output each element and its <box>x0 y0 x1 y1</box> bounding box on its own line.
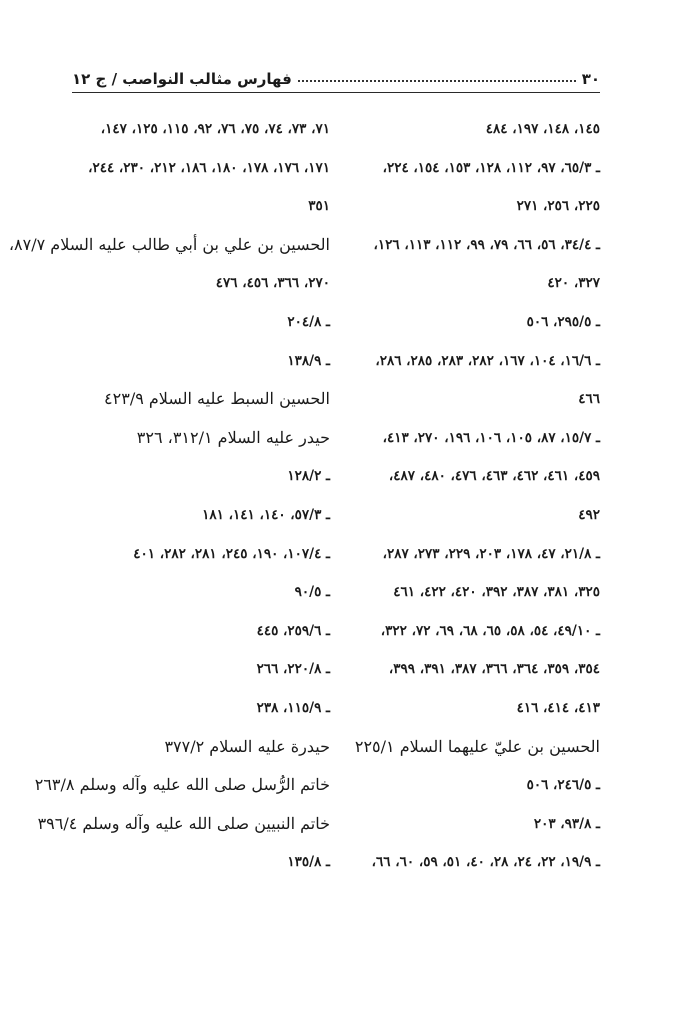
index-line: ـ ٦٥/٣، ٩٧، ١١٢، ١٢٨، ١٥٣، ١٥٤، ٢٢٤، <box>382 159 600 176</box>
index-line: ٢٧٠، ٣٦٦، ٤٥٦، ٤٧٦ <box>215 275 330 292</box>
index-line: ٢٢٥، ٢٥٦، ٢٧١ <box>516 198 600 215</box>
index-line: ـ ٢٥٩/٦، ٤٤٥ <box>256 622 330 639</box>
index-line: ٤٦٦ <box>578 391 600 408</box>
index-line: ٤٩٢ <box>578 506 600 523</box>
index-line: ـ ١٥/٧، ٨٧، ١٠٥، ١٠٦، ١٩٦، ٢٧٠، ٤١٣، <box>382 429 600 446</box>
index-line: ١٧١، ١٧٦، ١٧٨، ١٨٠، ١٨٦، ٢١٢، ٢٣٠، ٢٤٤، <box>88 159 330 176</box>
index-line: ـ ٢٤٦/٥، ٥٠٦ <box>526 777 600 794</box>
index-line: ـ ١٢٨/٢ <box>287 468 330 485</box>
index-entry-heading: حيدر عليه السلام ٣١٢/١، ٣٢٦ <box>136 427 330 447</box>
index-column-left <box>8 110 330 882</box>
page-header <box>72 62 600 88</box>
index-line: ـ ١٣٥/٨ <box>287 854 330 871</box>
index-line: ٣٢٧، ٤٢٠ <box>547 275 600 292</box>
index-line: ـ ١٩/٩، ٢٢، ٢٤، ٢٨، ٤٠، ٥١، ٥٩، ٦٠، ٦٦، <box>371 854 600 871</box>
index-line: ـ ١٠٧/٤، ١٩٠، ٢٤٥، ٢٨١، ٢٨٢، ٤٠١ <box>133 545 330 562</box>
index-line: ـ ٢٢٠/٨، ٢٦٦ <box>256 661 330 678</box>
index-line: ٣٥١ <box>308 198 330 215</box>
index-line: ٤٥٩، ٤٦١، ٤٦٢، ٤٦٣، ٤٧٦، ٤٨٠، ٤٨٧، <box>388 468 600 485</box>
index-line: ٣٥٤، ٣٥٩، ٣٦٤، ٣٦٦، ٣٨٧، ٣٩١، ٣٩٩، <box>388 661 600 678</box>
index-entry-heading: حيدرة عليه السلام ٣٧٧/٢ <box>164 736 330 756</box>
index-entry-heading: الحسين السبط عليه السلام ٤٢٣/٩ <box>104 389 330 409</box>
index-line: ـ ١٦/٦، ١٠٤، ١٦٧، ٢٨٢، ٢٨٣، ٢٨٥، ٢٨٦، <box>375 352 600 369</box>
index-line: ـ ٣٤/٤، ٥٦، ٦٦، ٧٩، ٩٩، ١١٢، ١١٣، ١٢٦، <box>373 236 600 253</box>
index-entry-heading: الحسين بن علي بن أبي طالب عليه السلام ٨٧/٧، <box>8 234 330 254</box>
index-line: ٤١٣، ٤١٤، ٤١٦ <box>516 699 600 716</box>
index-line: ـ ١٣٨/٩ <box>287 352 330 369</box>
index-line: ـ ٩٠/٥ <box>294 584 330 601</box>
index-line: ٧١، ٧٣، ٧٤، ٧٥، ٧٦، ٩٢، ١١٥، ١٢٥، ١٤٧، <box>100 121 330 137</box>
index-entry-heading: الحسين بن عليّ عليهما السلام ٢٢٥/١ <box>354 736 600 756</box>
index-line: ـ ١١٥/٩، ٢٣٨ <box>256 699 330 716</box>
index-column-right <box>342 110 600 882</box>
page-number: ٣٠ <box>581 70 600 88</box>
index-line: ـ ٢١/٨، ٤٧، ١٧٨، ٢٠٣، ٢٢٩، ٢٧٣، ٢٨٧، <box>382 545 600 562</box>
running-title: فهارس مثالب النواصب / ج ١٢ <box>72 70 292 88</box>
index-line: ـ ٤٩/١٠، ٥٤، ٥٨، ٦٥، ٦٨، ٦٩، ٧٢، ٣٢٢، <box>380 622 600 639</box>
header-rule <box>72 92 600 93</box>
dot-leader <box>298 79 576 82</box>
index-line: ـ ٢٠٤/٨ <box>287 313 330 330</box>
index-line: ـ ٩٣/٨، ٢٠٣ <box>533 815 600 832</box>
index-entry-heading: خاتم النبيين صلى الله عليه وآله وسلم ٣٩٦/٤ <box>37 813 330 833</box>
index-line: ٣٢٥، ٣٨١، ٣٨٧، ٣٩٢، ٤٢٠، ٤٢٢، ٤٦١ <box>393 584 600 601</box>
index-line: ـ ٥٧/٣، ١٤٠، ١٤١، ١٨١ <box>202 506 330 523</box>
index-line: ـ ٢٩٥/٥، ٥٠٦ <box>526 313 600 330</box>
index-line: ١٤٥، ١٤٨، ١٩٧، ٤٨٤ <box>485 121 600 137</box>
index-entry-heading: خاتم الرُّسل صلى الله عليه وآله وسلم ٢٦٣/٨ <box>34 775 330 795</box>
